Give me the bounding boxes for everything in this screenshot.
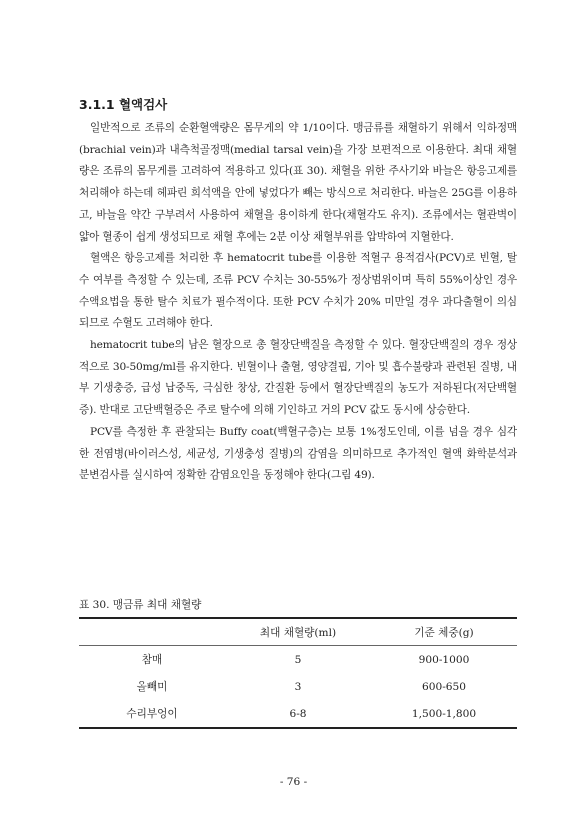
paragraph-buffy-coat: PCV를 측정한 후 관찰되는 Buffy coat(백혈구층)는 보통 1%정도인데, 이를 넘을 경우 심각한 전염병(바이러스성, 세균성, 기생충성 질병)의 감염을 의미하므로 추가적인 혈액 화학분석과 분변검사를 실시하여 정확한 감염요인을 동정해야 한다(그림 49). (79, 425, 517, 482)
page-number: - 76 - (279, 776, 308, 788)
table-caption: 표 30. 맹금류 최대 채혈량 (79, 599, 202, 611)
header-max-volume: 최대 채혈량(ml) (259, 626, 337, 639)
cell-body-weight: 1,500-1,800 (411, 707, 477, 720)
paragraph-plasma-protein: hematocrit tube의 남은 혈장으로 총 혈장단백질을 측정할 수 있다. 혈장단백질의 경우 정상적으로 30-50mg/ml를 유지한다. 빈혈이나 출혈, 영양결핍, 기아 및 흡수불량과 관련된 질병, 내부 기생충증, 급성 납중독, 극심한 창상, 간질환 등에서 혈장단백질의 농도가 저하된다(저단백혈증). 반대로 고단백혈증은 주로 탈수에 의해 기인하고 거의 PCV 값도 동시에 상승한다. (79, 339, 517, 417)
cell-body-weight: 900-1000 (418, 653, 470, 666)
header-species (79, 618, 225, 646)
cell-max-volume: 3 (294, 680, 302, 693)
table-row (79, 700, 517, 728)
cell-species: 수리부엉이 (126, 708, 178, 720)
table-row (79, 646, 517, 674)
table-row (79, 673, 517, 700)
cell-max-volume: 6-8 (289, 707, 307, 720)
max-blood-volume-table (79, 617, 517, 729)
paragraph-pcv: 혈액은 항응고제를 처리한 후 hematocrit tube를 이용한 적혈구 용적검사(PCV)로 빈혈, 탈수 여부를 측정할 수 있는데, 조류 PCV 수치는 30-55%가 정상범위이며 특히 55%이상인 경우 수액요법을 통한 탈수 치료가 필수적이다. 또한 PCV 수치가 20% 미만일 경우 과다출혈이 의심되므로 수혈도 고려해야 한다. (79, 252, 517, 330)
cell-species: 올빼미 (136, 681, 168, 693)
cell-body-weight: 600-650 (421, 680, 467, 693)
cell-max-volume: 5 (294, 653, 302, 666)
cell-species: 참매 (141, 654, 163, 666)
body-text (79, 118, 517, 487)
section-heading: 3.1.1 혈액검사 (79, 97, 168, 112)
paragraph-blood-sampling: 일반적으로 조류의 순환혈액량은 몸무게의 약 1/10이다. 맹금류를 채혈하기 위해서 익하정맥(brachial vein)과 내측척골정맥(medial tarsal vein)을 가장 보편적으로 이용한다. 최대 채혈량은 조류의 몸무게를 고려하여 적용하고 있다(표 30). 채혈을 위한 주사기와 바늘은 항응고제를 처리해야 하는데 헤파린 희석액을 안에 넣었다가 빼는 방식으로 처리한다. 바늘은 25G를 이용하고, 바늘을 약간 구부려서 사용하여 채혈을 용이하게 한다(채혈각도 유지). 조류에서는 혈관벽이 얇아 혈종이 쉽게 생성되므로 채혈 후에는 2분 이상 채혈부위를 압박하여 지혈한다. (79, 122, 517, 243)
table-header-row (79, 618, 517, 646)
header-body-weight: 기준 체중(g) (414, 626, 474, 639)
